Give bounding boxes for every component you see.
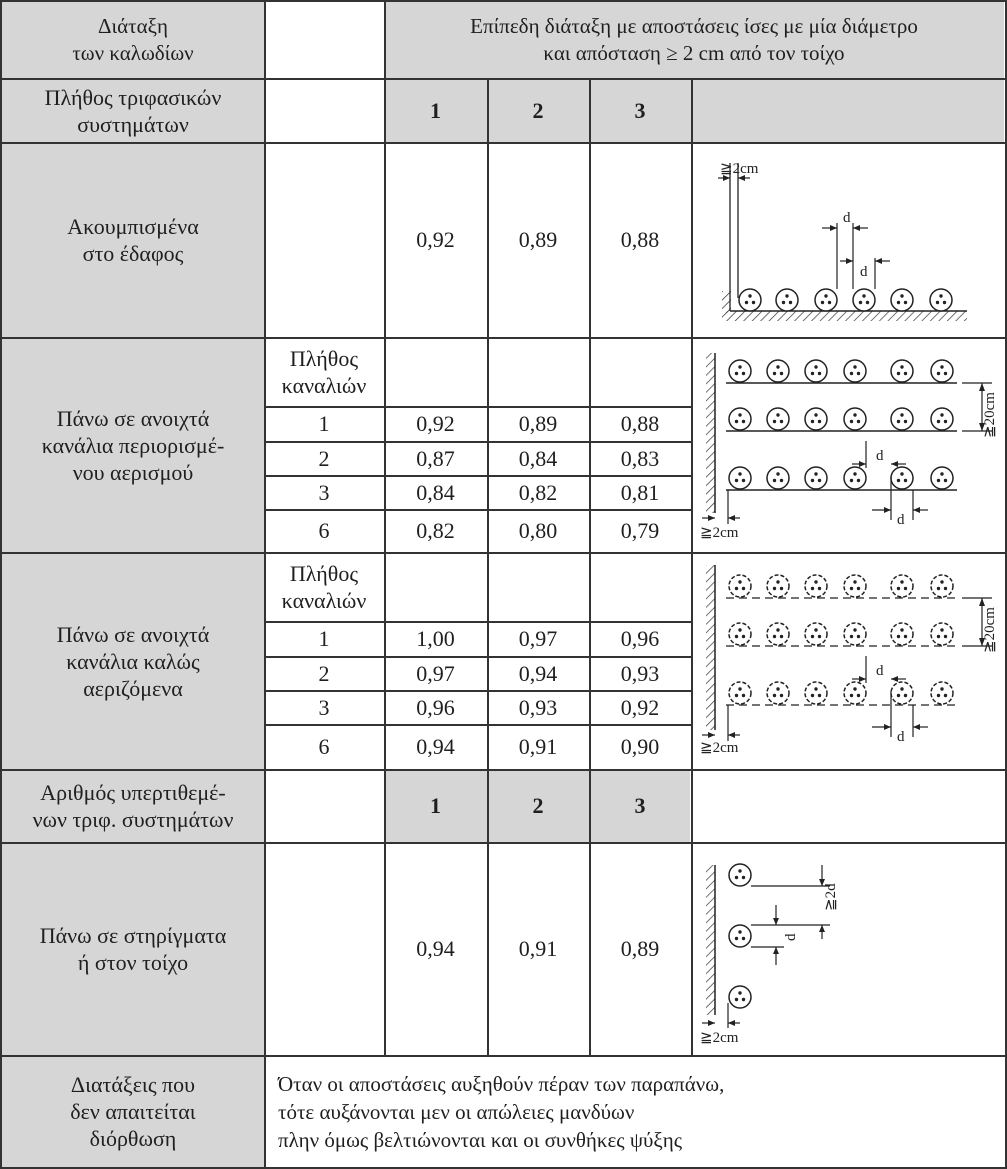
cable-icon bbox=[891, 467, 913, 489]
cable-icon bbox=[891, 575, 913, 597]
well-r2-v3: 0,93 bbox=[620, 660, 660, 686]
stacked-col-3: 3 bbox=[634, 793, 646, 818]
ground-diagram bbox=[692, 143, 1005, 337]
layout-description: Επίπεδη διάταξη με αποστάσεις ίσες με μία διάμετρο και απόσταση ≥ 2 cm από τον τοίχο bbox=[470, 14, 918, 65]
stacked-systems-label: Αριθμός υπερτιθεμέ- νων τριφ. συστημάτων bbox=[32, 780, 234, 832]
systems-count-label: Πλήθος τριφασικών συστημάτων bbox=[44, 84, 222, 137]
limited-r3-v3: 0,81 bbox=[620, 479, 660, 505]
cable-icon bbox=[844, 575, 866, 597]
limited-channels-diagram bbox=[692, 338, 1005, 552]
cable-icon bbox=[729, 986, 751, 1008]
systems-col-1: 1 bbox=[430, 97, 441, 123]
limited-channels-label: Πλήθος καναλιών bbox=[281, 346, 367, 398]
limited-r1-v1: 0,92 bbox=[416, 411, 455, 436]
stacked-col-2: 2 bbox=[532, 793, 544, 818]
cable-icon bbox=[931, 682, 953, 704]
channel-gap-label: ≧20cm bbox=[982, 607, 998, 653]
cable-icon bbox=[767, 467, 789, 489]
ground-value-1: 0,92 bbox=[416, 227, 455, 252]
well-channels-6: 6 bbox=[318, 734, 330, 759]
cable-icon bbox=[931, 408, 953, 430]
spacing-label: d bbox=[897, 729, 905, 745]
cable-icon bbox=[805, 682, 827, 704]
ground-label: Ακουμπισμένα στο έδαφος bbox=[67, 214, 199, 266]
cable-icon bbox=[931, 467, 953, 489]
well-r4-v2: 0,91 bbox=[518, 734, 558, 759]
cable-icon bbox=[767, 682, 789, 704]
cable-icon bbox=[891, 360, 913, 382]
cable-icon bbox=[891, 682, 913, 704]
systems-col-3: 3 bbox=[634, 97, 646, 123]
limited-r1-v3: 0,88 bbox=[620, 411, 660, 436]
cable-icon bbox=[729, 623, 751, 645]
limited-r1-v2: 0,89 bbox=[518, 411, 558, 436]
well-r1-v1: 1,00 bbox=[416, 626, 455, 651]
cable-icon bbox=[844, 408, 866, 430]
limited-channels-1: 1 bbox=[318, 411, 330, 436]
cable-icon bbox=[729, 408, 751, 430]
gap-label: ≧2cm bbox=[720, 161, 759, 177]
well-r1-v3: 0,96 bbox=[620, 626, 660, 651]
supports-value-2: 0,91 bbox=[518, 936, 558, 961]
cable-icon bbox=[729, 360, 751, 382]
limited-r2-v1: 0,87 bbox=[416, 445, 455, 471]
supports-label: Πάνω σε στηρίγματα ή στον τοίχο bbox=[39, 923, 227, 975]
ground-value-3: 0,88 bbox=[620, 227, 660, 252]
limited-r4-v1: 0,82 bbox=[416, 518, 455, 543]
channel-gap-label: ≧20cm bbox=[982, 392, 998, 438]
wall-hatch bbox=[706, 353, 715, 513]
gap-label: ≧2cm bbox=[700, 740, 739, 756]
well-r4-v3: 0,90 bbox=[620, 734, 660, 759]
spacing-label: d bbox=[876, 663, 884, 679]
cable-icon bbox=[805, 467, 827, 489]
limited-r3-v1: 0,84 bbox=[416, 479, 455, 505]
spacing-label: d bbox=[860, 264, 868, 280]
cable-icon bbox=[844, 623, 866, 645]
supports-value-1: 0,94 bbox=[416, 936, 455, 961]
cable-icon bbox=[844, 360, 866, 382]
supports-value-3: 0,89 bbox=[620, 936, 660, 961]
systems-col-2: 2 bbox=[532, 97, 544, 123]
cable-icon bbox=[931, 575, 953, 597]
well-channels-3: 3 bbox=[318, 694, 330, 720]
spacing-label: d bbox=[843, 210, 851, 226]
cable-icon bbox=[729, 682, 751, 704]
well-r3-v1: 0,96 bbox=[416, 694, 455, 720]
well-ventilated-diagram bbox=[692, 553, 1005, 769]
limited-r3-v2: 0,82 bbox=[518, 479, 558, 505]
cable-icon bbox=[805, 623, 827, 645]
wall-hatch bbox=[706, 865, 715, 1015]
limited-r4-v3: 0,79 bbox=[620, 518, 660, 543]
cable-icon bbox=[767, 360, 789, 382]
cable-icon bbox=[891, 408, 913, 430]
cable-icon bbox=[739, 289, 761, 311]
cable-icon bbox=[729, 467, 751, 489]
limited-channels-6: 6 bbox=[318, 518, 330, 543]
stacked-col-1: 1 bbox=[430, 793, 441, 818]
spacing-label: d bbox=[897, 512, 905, 528]
limited-r4-v2: 0,80 bbox=[518, 518, 558, 543]
cable-icon bbox=[805, 575, 827, 597]
wall-hatch bbox=[706, 565, 715, 730]
cable-icon bbox=[729, 925, 751, 947]
cable-icon bbox=[853, 289, 875, 311]
supports-diagram bbox=[692, 843, 1005, 1055]
spacing-label: d bbox=[783, 933, 799, 941]
well-ventilated-label: Πάνω σε ανοιχτά κανάλια καλώς αεριζόμενα bbox=[56, 621, 210, 701]
cable-icon bbox=[767, 408, 789, 430]
cable-icon bbox=[891, 289, 913, 311]
well-r3-v3: 0,92 bbox=[620, 694, 660, 720]
limited-channels-3: 3 bbox=[318, 479, 330, 505]
gap-label: ≧2cm bbox=[700, 525, 739, 541]
ground-value-2: 0,89 bbox=[518, 227, 558, 252]
limited-channels-2: 2 bbox=[318, 445, 330, 471]
ground-hatch bbox=[722, 311, 967, 321]
limited-r2-v3: 0,83 bbox=[620, 445, 660, 471]
cable-icon bbox=[805, 360, 827, 382]
well-r1-v2: 0,97 bbox=[518, 626, 558, 651]
well-r4-v1: 0,94 bbox=[416, 734, 455, 759]
limited-ventilation-label: Πάνω σε ανοιχτά κανάλια περιορισμέ- νου αερισμού bbox=[41, 405, 225, 485]
well-r3-v2: 0,93 bbox=[518, 694, 558, 720]
cable-icon bbox=[931, 623, 953, 645]
well-r2-v1: 0,97 bbox=[416, 660, 455, 686]
double-spacing-label: ≧2d bbox=[823, 883, 839, 911]
cable-icon bbox=[729, 864, 751, 886]
no-correction-label: Διατάξεις που δεν απαιτείται διόρθωση bbox=[70, 1072, 196, 1151]
cable-icon bbox=[805, 408, 827, 430]
well-channels-label: Πλήθος καναλιών bbox=[281, 561, 367, 613]
cable-icon bbox=[767, 575, 789, 597]
cable-icon bbox=[891, 623, 913, 645]
limited-r2-v2: 0,84 bbox=[518, 445, 558, 471]
cable-icon bbox=[931, 360, 953, 382]
cable-icon bbox=[729, 575, 751, 597]
well-channels-1: 1 bbox=[318, 626, 330, 651]
arrangement-header: Διάταξη των καλωδίων bbox=[72, 14, 194, 65]
cable-icon bbox=[767, 623, 789, 645]
no-correction-note: Όταν οι αποστάσεις αυξηθούν πέραν των παραπάνω, τότε αυξάνονται μεν οι απώλειες μανδύων πλην όμως βελτιώνονται και οι συνθήκες ψύξης bbox=[278, 1071, 725, 1152]
well-channels-2: 2 bbox=[318, 660, 330, 686]
cable-icon bbox=[776, 289, 798, 311]
spacing-label: d bbox=[876, 448, 884, 464]
cable-icon bbox=[930, 289, 952, 311]
cable-icon bbox=[844, 467, 866, 489]
cable-icon bbox=[815, 289, 837, 311]
well-r2-v2: 0,94 bbox=[518, 660, 558, 686]
cable-icon bbox=[844, 682, 866, 704]
gap-label: ≧2cm bbox=[700, 1030, 739, 1046]
